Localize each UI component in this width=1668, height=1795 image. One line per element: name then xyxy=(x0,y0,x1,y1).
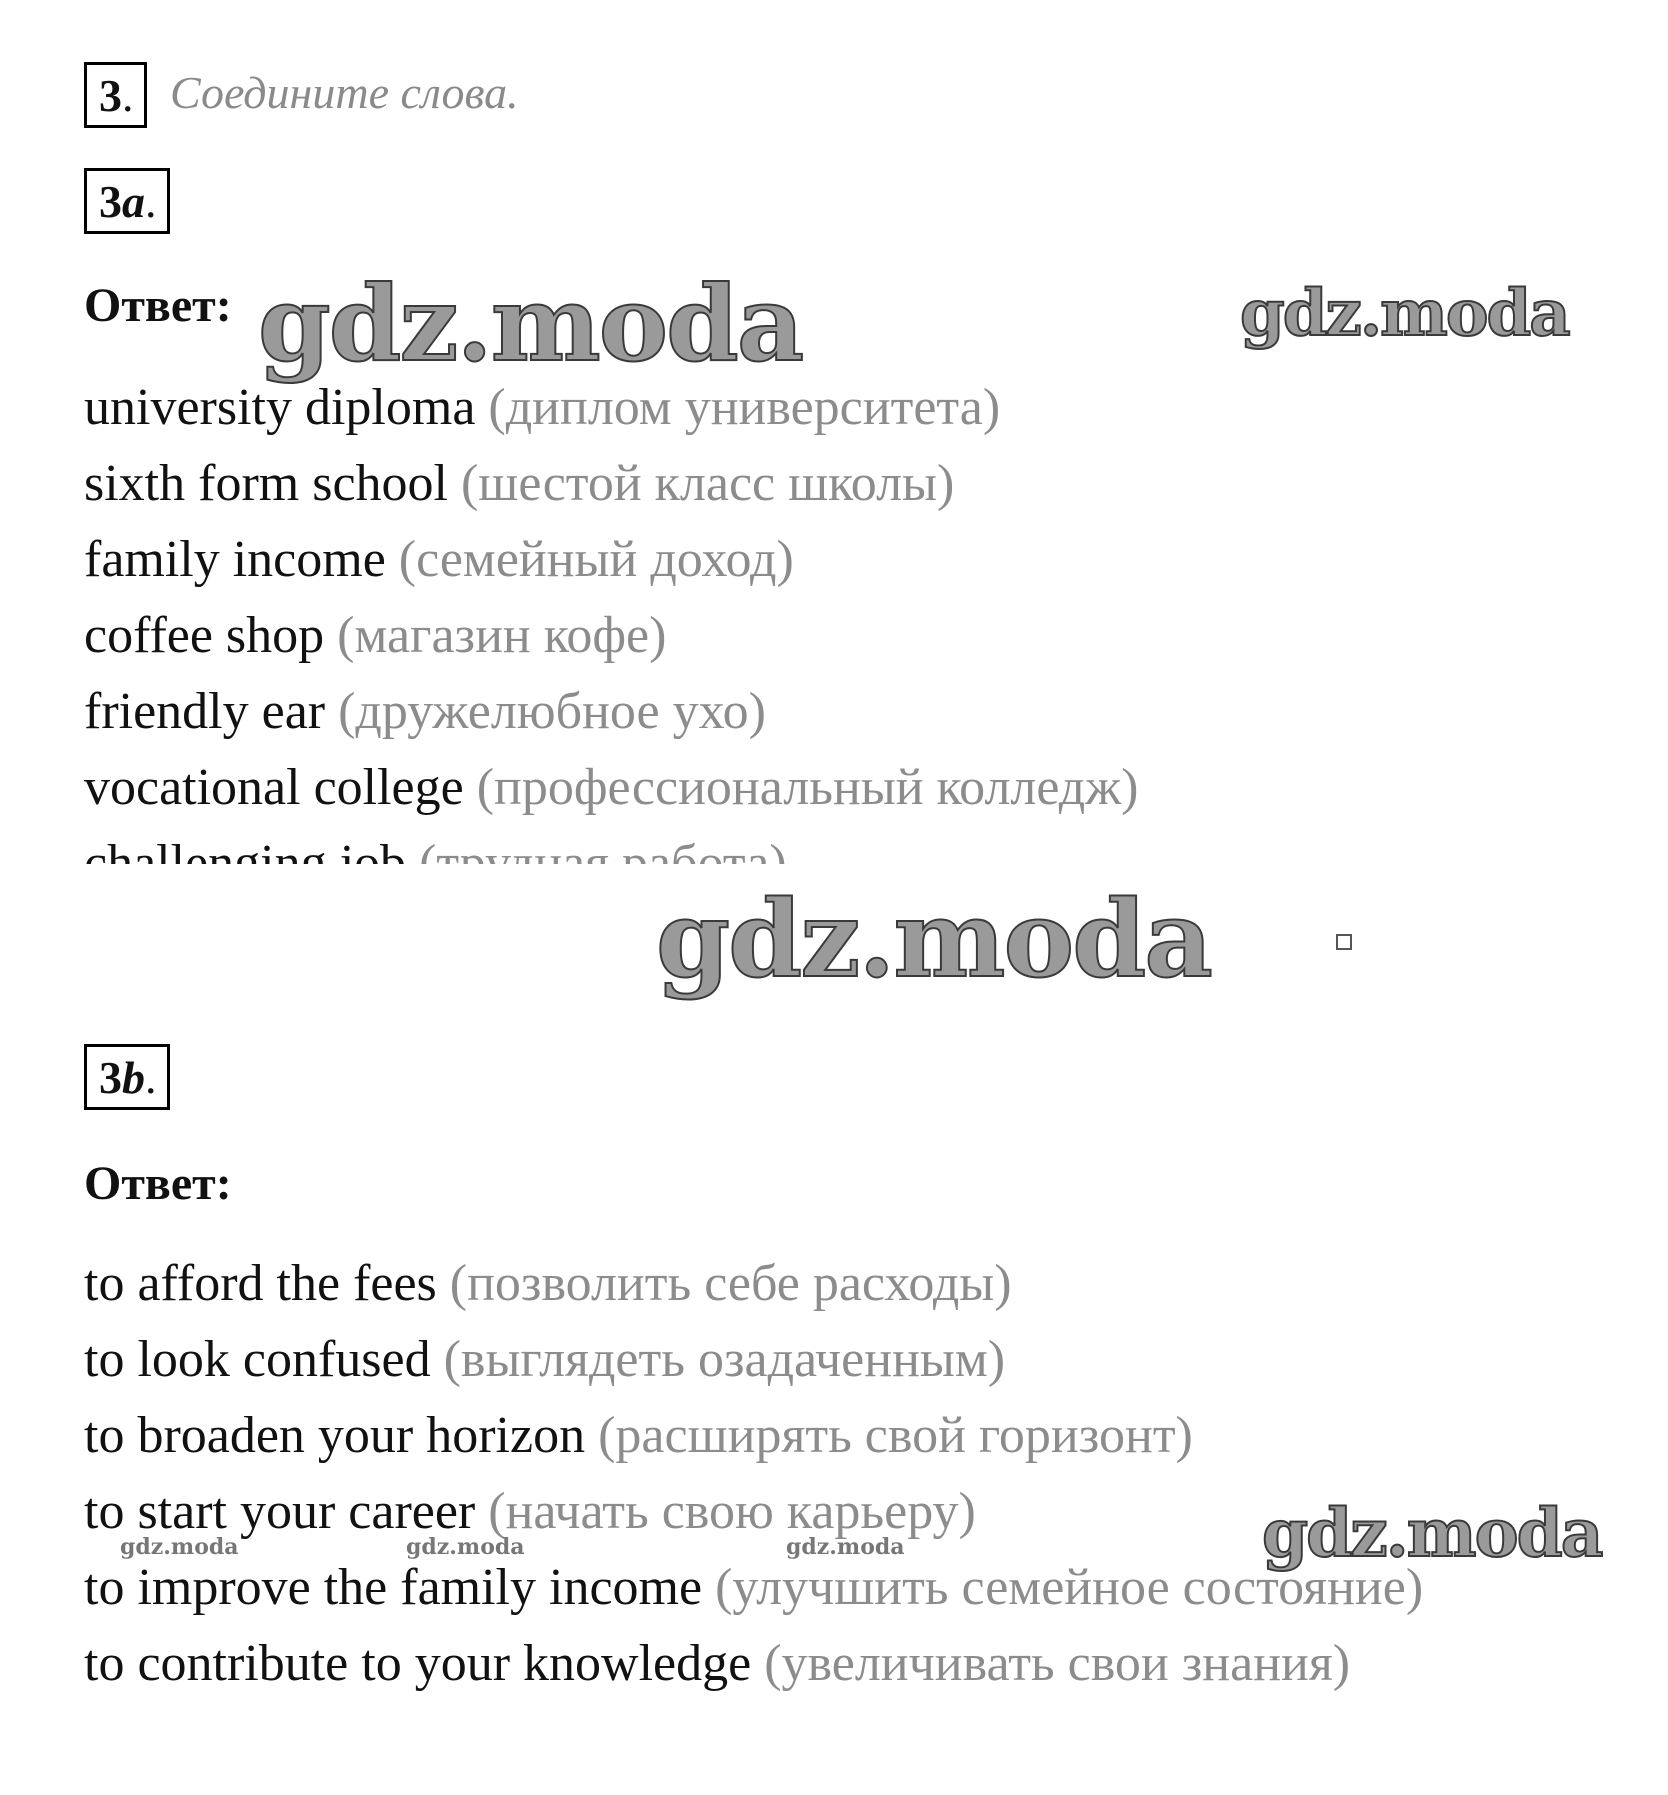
part-a-word-list xyxy=(84,370,1138,902)
english-phrase: university diploma xyxy=(84,379,476,436)
russian-translation: (профессиональный колледж) xyxy=(476,759,1139,816)
part-b-letter: b xyxy=(122,1052,145,1103)
part-b-number-box: 3b. xyxy=(84,1044,170,1110)
task-instruction: Соедините слова. xyxy=(170,67,519,118)
word-pair-row xyxy=(84,598,1138,674)
english-phrase: to afford the fees xyxy=(84,1255,437,1312)
english-phrase: family income xyxy=(84,531,386,588)
word-pair-row xyxy=(84,522,1138,598)
watermark-logo: gdz.moda xyxy=(1240,276,1569,351)
english-phrase: sixth form school xyxy=(84,455,448,512)
english-phrase: to start your career xyxy=(84,1483,476,1540)
russian-translation: (улучшить семейное состояние) xyxy=(715,1559,1424,1616)
english-phrase: friendly ear xyxy=(84,683,326,740)
word-pair-row xyxy=(84,1626,1423,1702)
english-phrase: to broaden your horizon xyxy=(84,1407,586,1464)
part-a-number: 3 xyxy=(99,176,122,227)
watermark-logo-small: gdz.moda xyxy=(786,1534,905,1560)
watermark-logo-small: gdz.moda xyxy=(120,1534,239,1560)
english-phrase: coffee shop xyxy=(84,607,325,664)
word-pair-row xyxy=(84,750,1138,826)
russian-translation: (магазин кофе) xyxy=(337,607,667,664)
russian-translation: (выглядеть озадаченным) xyxy=(443,1331,1006,1388)
task-number: 3 xyxy=(99,70,122,121)
english-phrase: to contribute to your knowledge xyxy=(84,1635,752,1692)
russian-translation: (позволить себе расходы) xyxy=(449,1255,1012,1312)
russian-translation: (семейный доход) xyxy=(398,531,794,588)
part-b-number: 3 xyxy=(99,1052,122,1103)
watermark-logo-small: gdz.moda xyxy=(406,1534,525,1560)
english-phrase: to improve the family income xyxy=(84,1559,703,1616)
word-pair-row xyxy=(84,674,1138,750)
russian-translation: (начать свою карьеру) xyxy=(488,1483,976,1540)
russian-translation: (шестой класс школы) xyxy=(460,455,955,512)
word-pair-row xyxy=(84,1398,1423,1474)
russian-translation: (увеличивать свои знания) xyxy=(764,1635,1351,1692)
watermark-logo: gdz.moda xyxy=(1262,1494,1602,1572)
stray-square-mark xyxy=(1336,934,1352,950)
word-pair-row xyxy=(84,1246,1423,1322)
part-a-letter: a xyxy=(122,176,145,227)
part-b-answer-label: Ответ: xyxy=(84,1157,232,1210)
part-b-word-list xyxy=(84,1246,1423,1702)
watermark-logo: gdz.moda xyxy=(656,876,1211,1001)
word-pair-row xyxy=(84,1322,1423,1398)
english-phrase: vocational college xyxy=(84,759,464,816)
english-phrase: to look confused xyxy=(84,1331,431,1388)
word-pair-row xyxy=(84,446,1138,522)
part-a-number-box: 3a. xyxy=(84,168,170,234)
part-a-answer-label: Ответ: xyxy=(84,279,232,332)
watermark-logo: gdz.moda xyxy=(258,262,803,385)
word-pair-row xyxy=(84,1550,1423,1626)
russian-translation: (диплом университета) xyxy=(488,379,1001,436)
task-number-box: 3. xyxy=(84,62,147,128)
part-b-scan-cutoff xyxy=(0,1694,1668,1795)
word-pair-row xyxy=(84,1474,1423,1550)
russian-translation: (дружелюбное ухо) xyxy=(338,683,766,740)
russian-translation: (расширять свой горизонт) xyxy=(598,1407,1193,1464)
